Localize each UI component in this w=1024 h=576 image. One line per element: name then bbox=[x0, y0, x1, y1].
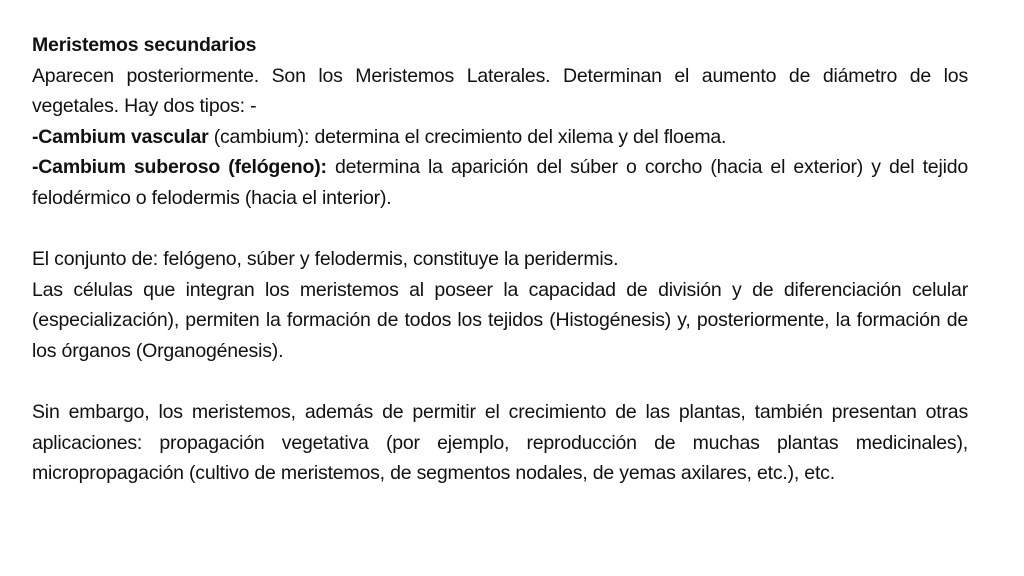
spacer bbox=[32, 214, 968, 245]
celulas-paragraph: Las células que integran los meristemos al poseer la capacidad de división y de diferenciación celular (especialización), permiten la formación de todos los tejidos (Histogénesis) y, posteriormente, la formación de los órganos (Organogénesis). bbox=[32, 278, 968, 362]
cambium-vascular-paragraph bbox=[32, 122, 968, 153]
peridermis-paragraph: El conjunto de: felógeno, súber y felodermis, constituye la peridermis. bbox=[32, 248, 619, 271]
cambium-suberoso-term: -Cambium suberoso (felógeno): bbox=[32, 156, 327, 179]
intro-paragraph: Aparecen posteriormente. Son los Meristemos Laterales. Determinan el aumento de diámetro de los vegetales. Hay dos tipos: - bbox=[32, 64, 968, 118]
aplicaciones-paragraph: Sin embargo, los meristemos, además de permitir el crecimiento de las plantas, también presentan otras aplicaciones: propagación vegetativa (por ejemplo, reproducción de muchas plantas medicinales), micropropagación (cultivo de meristemos, de segmentos nodales, de yemas axilares, etc.), etc. bbox=[32, 401, 968, 485]
cambium-vascular-text: (cambium): determina el crecimiento del xilema y del floema. bbox=[208, 125, 727, 148]
slide-title: Meristemos secundarios bbox=[32, 34, 257, 56]
text-body bbox=[32, 30, 968, 489]
cambium-suberoso-paragraph bbox=[32, 152, 968, 213]
spacer bbox=[32, 367, 968, 398]
cambium-suberoso-text: determina la aparición del súber o corcho (hacia el exterior) y del tejido felodérmico o felodermis (hacia el interior). bbox=[32, 156, 968, 209]
cambium-vascular-term: -Cambium vascular bbox=[32, 125, 209, 148]
